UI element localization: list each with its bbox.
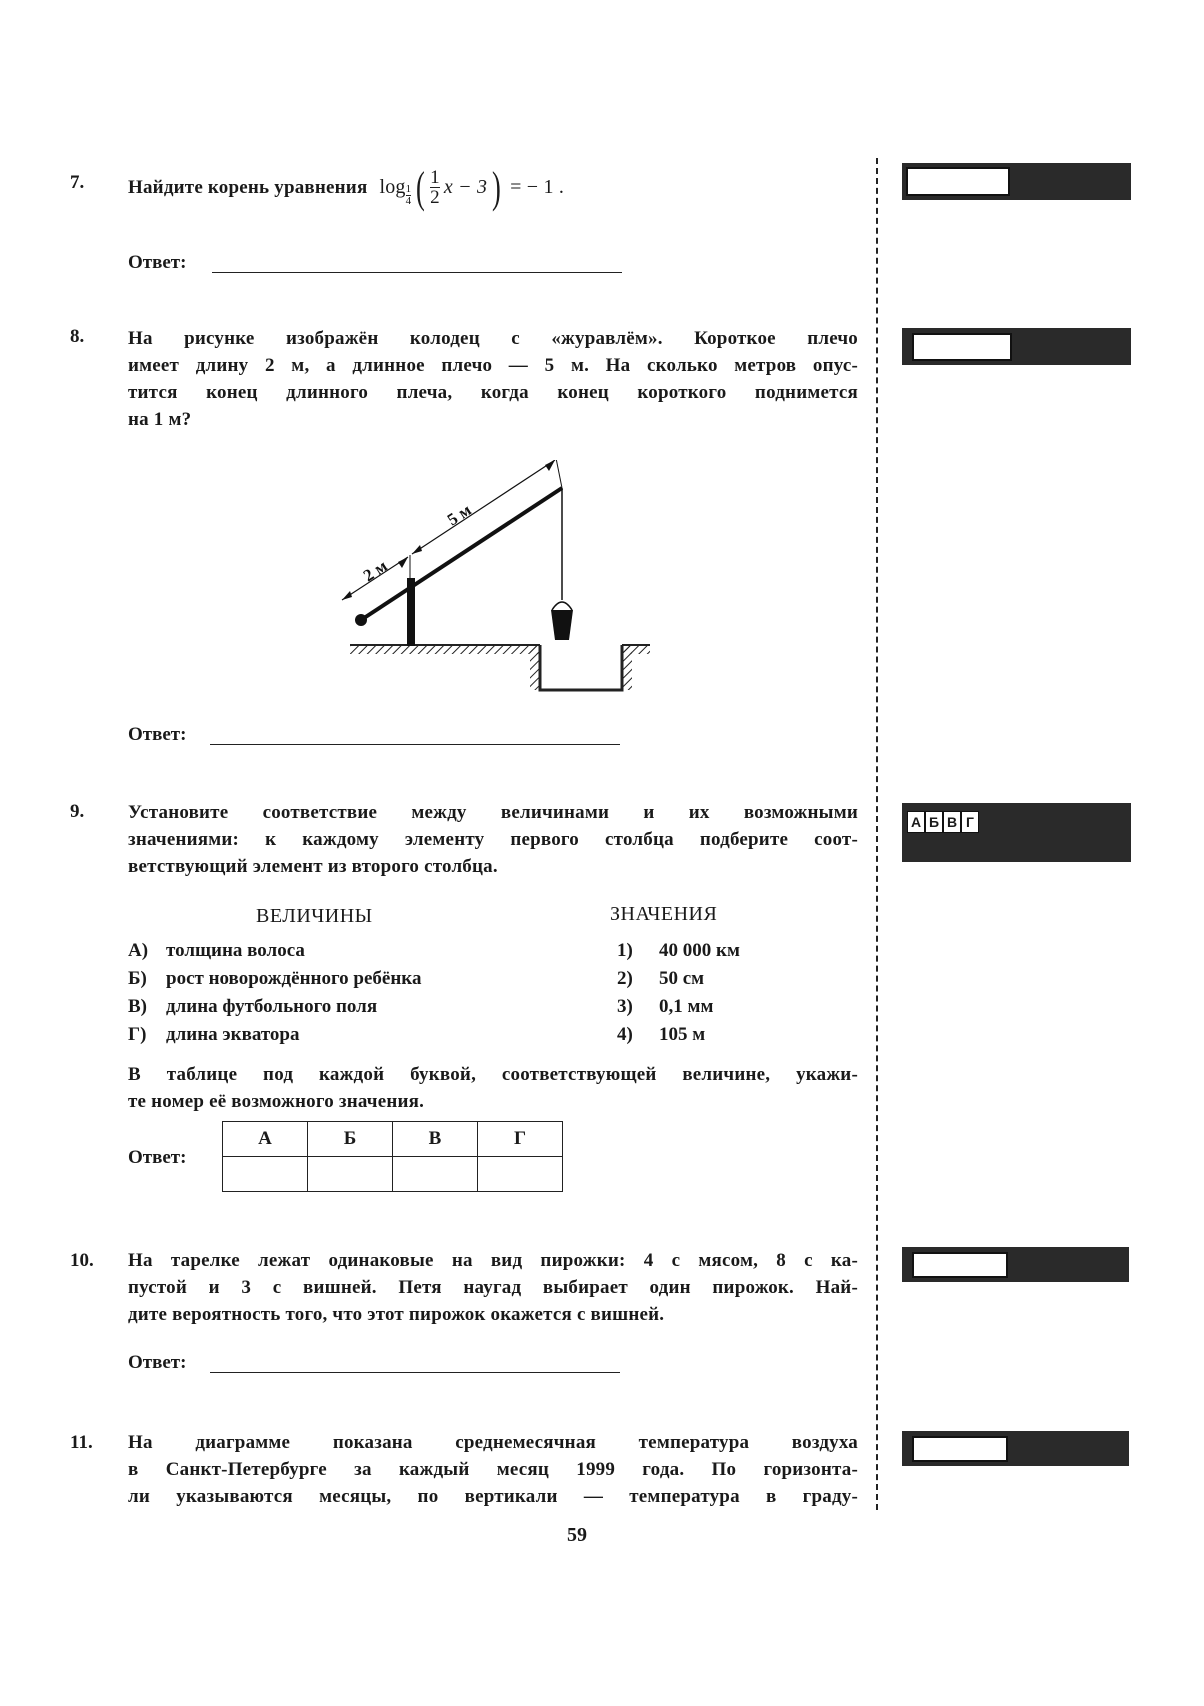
answer-box-q10[interactable]	[902, 1247, 1129, 1282]
list-item: 4) 105 м	[617, 1024, 706, 1045]
side-cell-b: Б	[925, 811, 943, 833]
q8-answer-line[interactable]	[210, 744, 620, 745]
q7-answer-label: Ответ:	[128, 252, 187, 273]
long-arm-label: 5 м	[443, 500, 475, 530]
side-cell-g: Г	[961, 811, 979, 833]
q7-text: Найдите корень уравнения	[128, 176, 368, 198]
side-cell-a: А	[907, 811, 925, 833]
q9-instruction: В таблице под каждой буквой, соответствующей величине, укажи- те номер её возможного значения.	[128, 1064, 858, 1112]
answer-box-q9[interactable]	[902, 803, 1131, 862]
q10-text: На тарелке лежат одинаковые на вид пирожки: 4 с мясом, 8 с ка- пустой и 3 с вишней. Петя наугад выбирает один пирожок. Най- дите вероятность того, что этот пирожок окажется с вишней.	[128, 1250, 858, 1325]
counterweight	[355, 614, 367, 626]
bucket	[551, 610, 573, 640]
q8-answer-label: Ответ:	[128, 724, 187, 745]
q10-answer-label: Ответ:	[128, 1352, 187, 1373]
bucket-handle	[552, 602, 572, 610]
answer-box-q7[interactable]	[902, 163, 1131, 200]
q11-text: На диаграмме показана среднемесячная температура воздуха в Санкт-Петербурге за каждый месяц 1999 года. По горизонта- ли указываются месяцы, по вертикали — температура в граду-	[128, 1432, 858, 1507]
values-list	[617, 937, 817, 1049]
list-item: А) толщина волоса	[128, 940, 305, 961]
q9-answer-table	[222, 1121, 563, 1192]
answer-cell-v[interactable]	[393, 1157, 478, 1192]
well-figure	[340, 460, 660, 700]
answer-box-q8[interactable]	[902, 328, 1131, 365]
quantities-list	[128, 937, 568, 1049]
table-header-b: Б	[308, 1122, 393, 1157]
table-header-v: В	[393, 1122, 478, 1157]
list-item: 2) 50 см	[617, 968, 705, 989]
q7-answer-line[interactable]	[212, 272, 622, 273]
q7-number: 7.	[70, 172, 85, 193]
list-item: В) длина футбольного поля	[128, 996, 378, 1017]
q7-equation: log $\frac{1}{4}$ ( $\frac{1}{2}$ x − 3 ) = − 1 .	[379, 162, 565, 212]
answer-box-q11[interactable]	[902, 1431, 1129, 1466]
list-item: 1) 40 000 км	[617, 940, 740, 961]
list-item: 3) 0,1 мм	[617, 996, 714, 1017]
ground-left	[350, 645, 540, 654]
q10-answer-line[interactable]	[210, 1372, 620, 1373]
cut-line	[876, 158, 878, 1510]
q8-number: 8.	[70, 326, 85, 347]
q11-number: 11.	[70, 1432, 93, 1453]
q10-number: 10.	[70, 1250, 94, 1271]
list-item: Б) рост новорождённого ребёнка	[128, 968, 422, 989]
q9-text: Установите соответствие между величинами и их возможными значениями: к каждому элементу первого столбца подберите соот- ветствующий элемент из второго столбца.	[128, 802, 858, 877]
answer-cell-a[interactable]	[223, 1157, 308, 1192]
page-number: 59	[567, 1524, 587, 1546]
answer-cell-g[interactable]	[478, 1157, 563, 1192]
side-cell-v: В	[943, 811, 961, 833]
q7-statement	[128, 158, 564, 216]
table-header-a: А	[223, 1122, 308, 1157]
answer-cell-b[interactable]	[308, 1157, 393, 1192]
well-pit	[540, 645, 622, 690]
q8-text: На рисунке изображён колодец с «журавлём». Короткое плечо имеет длину 2 м, а длинное плечо — 5 м. На сколько метров опус- тится конец длинного плеча, когда конец короткого поднимется на 1 м?	[128, 328, 858, 430]
col2-header: ЗНАЧЕНИЯ	[610, 903, 718, 925]
short-arm-label: 2 м	[359, 556, 391, 586]
table-header-g: Г	[478, 1122, 563, 1157]
q9-number: 9.	[70, 801, 85, 822]
list-item: Г) длина экватора	[128, 1024, 300, 1045]
col1-header: ВЕЛИЧИНЫ	[256, 905, 373, 927]
q9-answer-label: Ответ:	[128, 1147, 187, 1168]
